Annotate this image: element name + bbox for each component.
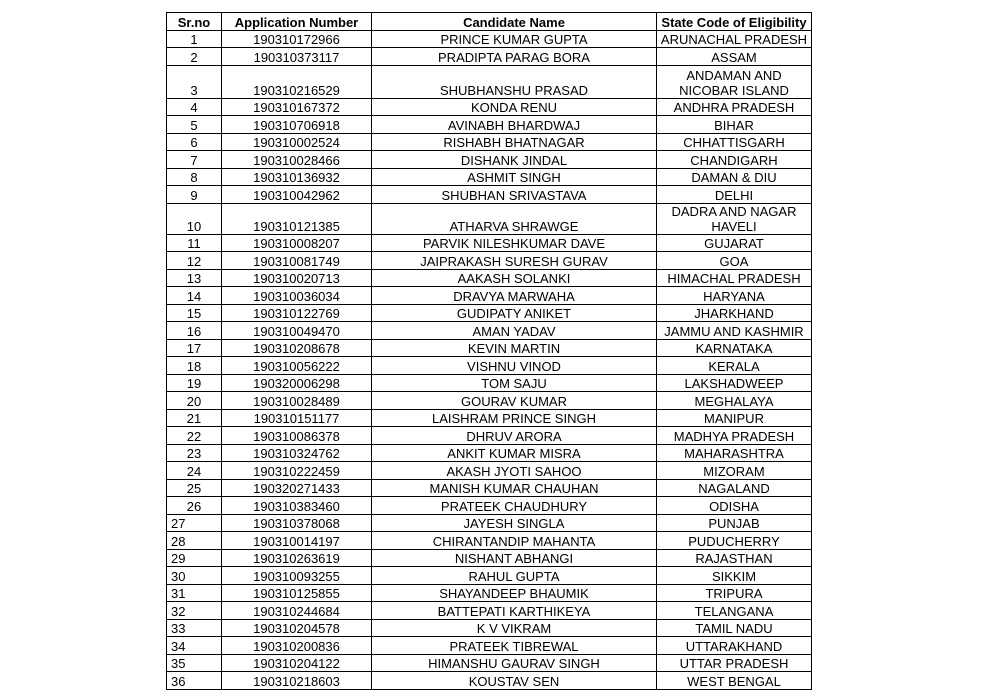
cell-state-code: RAJASTHAN <box>657 549 812 567</box>
table-row <box>167 133 812 151</box>
table-row <box>167 234 812 252</box>
cell-candidate-name: RISHABH BHATNAGAR <box>372 133 657 151</box>
table-row <box>167 116 812 134</box>
table-header-row <box>167 13 812 31</box>
cell-candidate-name: NISHANT ABHANGI <box>372 549 657 567</box>
table-row <box>167 357 812 375</box>
cell-candidate-name: TOM SAJU <box>372 374 657 392</box>
cell-candidate-name: AKASH JYOTI SAHOO <box>372 462 657 480</box>
cell-state-code: ARUNACHAL PRADESH <box>657 30 812 48</box>
cell-application-number: 190310373117 <box>222 48 372 66</box>
header-sr-no: Sr.no <box>167 13 222 31</box>
cell-sr-no: 23 <box>167 444 222 462</box>
table-row <box>167 322 812 340</box>
cell-state-code: PUNJAB <box>657 514 812 532</box>
cell-application-number: 190310136932 <box>222 168 372 186</box>
cell-sr-no: 3 <box>167 65 222 98</box>
cell-sr-no: 11 <box>167 234 222 252</box>
cell-application-number: 190310204578 <box>222 619 372 637</box>
cell-sr-no: 16 <box>167 322 222 340</box>
cell-application-number: 190310028466 <box>222 151 372 169</box>
cell-application-number: 190310167372 <box>222 98 372 116</box>
cell-state-code: SIKKIM <box>657 567 812 585</box>
table-row <box>167 654 812 672</box>
cell-state-code: CHHATTISGARH <box>657 133 812 151</box>
cell-application-number: 190310218603 <box>222 672 372 690</box>
cell-candidate-name: LAISHRAM PRINCE SINGH <box>372 409 657 427</box>
cell-state-code: JAMMU AND KASHMIR <box>657 322 812 340</box>
cell-sr-no: 17 <box>167 339 222 357</box>
cell-sr-no: 12 <box>167 252 222 270</box>
cell-application-number: 190310056222 <box>222 357 372 375</box>
table-row <box>167 269 812 287</box>
table-row <box>167 444 812 462</box>
cell-state-code: MANIPUR <box>657 409 812 427</box>
cell-application-number: 190310263619 <box>222 549 372 567</box>
cell-state-code: ASSAM <box>657 48 812 66</box>
cell-candidate-name: PARVIK NILESHKUMAR DAVE <box>372 234 657 252</box>
cell-sr-no: 9 <box>167 186 222 204</box>
cell-candidate-name: SHUBHAN SRIVASTAVA <box>372 186 657 204</box>
cell-application-number: 190320006298 <box>222 374 372 392</box>
cell-application-number: 190310014197 <box>222 532 372 550</box>
table-row <box>167 514 812 532</box>
cell-state-code: MEGHALAYA <box>657 392 812 410</box>
cell-state-code: UTTARAKHAND <box>657 637 812 655</box>
cell-sr-no: 29 <box>167 549 222 567</box>
cell-state-code: DELHI <box>657 186 812 204</box>
table-row <box>167 462 812 480</box>
cell-sr-no: 28 <box>167 532 222 550</box>
cell-state-code: HIMACHAL PRADESH <box>657 269 812 287</box>
cell-sr-no: 35 <box>167 654 222 672</box>
cell-application-number: 190310028489 <box>222 392 372 410</box>
cell-candidate-name: RAHUL GUPTA <box>372 567 657 585</box>
cell-application-number: 190310081749 <box>222 252 372 270</box>
cell-sr-no: 32 <box>167 602 222 620</box>
cell-state-code: BIHAR <box>657 116 812 134</box>
cell-sr-no: 5 <box>167 116 222 134</box>
cell-sr-no: 25 <box>167 479 222 497</box>
cell-candidate-name: AVINABH BHARDWAJ <box>372 116 657 134</box>
cell-sr-no: 7 <box>167 151 222 169</box>
cell-candidate-name: ANKIT KUMAR MISRA <box>372 444 657 462</box>
table-row <box>167 549 812 567</box>
cell-sr-no: 21 <box>167 409 222 427</box>
cell-application-number: 190310216529 <box>222 65 372 98</box>
eligibility-list-sheet <box>166 12 811 690</box>
cell-state-code: UTTAR PRADESH <box>657 654 812 672</box>
cell-candidate-name: GUDIPATY ANIKET <box>372 304 657 322</box>
cell-sr-no: 1 <box>167 30 222 48</box>
cell-sr-no: 19 <box>167 374 222 392</box>
cell-sr-no: 30 <box>167 567 222 585</box>
cell-application-number: 190310002524 <box>222 133 372 151</box>
cell-application-number: 190310125855 <box>222 584 372 602</box>
table-row <box>167 392 812 410</box>
cell-sr-no: 18 <box>167 357 222 375</box>
header-candidate-name: Candidate Name <box>372 13 657 31</box>
cell-state-code: CHANDIGARH <box>657 151 812 169</box>
cell-state-code: LAKSHADWEEP <box>657 374 812 392</box>
cell-state-code: TELANGANA <box>657 602 812 620</box>
table-row <box>167 252 812 270</box>
table-row <box>167 65 812 98</box>
table-row <box>167 672 812 690</box>
cell-sr-no: 8 <box>167 168 222 186</box>
table-row <box>167 304 812 322</box>
cell-candidate-name: BATTEPATI KARTHIKEYA <box>372 602 657 620</box>
cell-sr-no: 26 <box>167 497 222 515</box>
cell-state-code: TRIPURA <box>657 584 812 602</box>
cell-application-number: 190310008207 <box>222 234 372 252</box>
cell-state-code: PUDUCHERRY <box>657 532 812 550</box>
cell-candidate-name: PRATEEK TIBREWAL <box>372 637 657 655</box>
cell-candidate-name: ATHARVA SHRAWGE <box>372 203 657 234</box>
cell-application-number: 190320271433 <box>222 479 372 497</box>
cell-sr-no: 10 <box>167 203 222 234</box>
cell-sr-no: 34 <box>167 637 222 655</box>
cell-candidate-name: HIMANSHU GAURAV SINGH <box>372 654 657 672</box>
table-row <box>167 409 812 427</box>
cell-sr-no: 22 <box>167 427 222 445</box>
cell-state-code: DAMAN & DIU <box>657 168 812 186</box>
cell-state-code: WEST BENGAL <box>657 672 812 690</box>
cell-candidate-name: SHAYANDEEP BHAUMIK <box>372 584 657 602</box>
cell-candidate-name: DRAVYA MARWAHA <box>372 287 657 305</box>
table-row <box>167 602 812 620</box>
cell-sr-no: 14 <box>167 287 222 305</box>
cell-candidate-name: GOURAV KUMAR <box>372 392 657 410</box>
cell-sr-no: 33 <box>167 619 222 637</box>
cell-state-code: ODISHA <box>657 497 812 515</box>
cell-sr-no: 24 <box>167 462 222 480</box>
cell-state-code: MIZORAM <box>657 462 812 480</box>
table-row <box>167 637 812 655</box>
cell-sr-no: 4 <box>167 98 222 116</box>
cell-application-number: 190310122769 <box>222 304 372 322</box>
table-row <box>167 497 812 515</box>
table-row <box>167 98 812 116</box>
table-row <box>167 186 812 204</box>
cell-candidate-name: SHUBHANSHU PRASAD <box>372 65 657 98</box>
cell-candidate-name: PRATEEK CHAUDHURY <box>372 497 657 515</box>
table-row <box>167 339 812 357</box>
table-row <box>167 48 812 66</box>
cell-sr-no: 20 <box>167 392 222 410</box>
cell-candidate-name: AMAN YADAV <box>372 322 657 340</box>
cell-candidate-name: AAKASH SOLANKI <box>372 269 657 287</box>
cell-application-number: 190310222459 <box>222 462 372 480</box>
cell-state-code: MAHARASHTRA <box>657 444 812 462</box>
cell-state-code: HARYANA <box>657 287 812 305</box>
header-application-number: Application Number <box>222 13 372 31</box>
cell-application-number: 190310706918 <box>222 116 372 134</box>
header-state-code: State Code of Eligibility <box>657 13 812 31</box>
cell-application-number: 190310244684 <box>222 602 372 620</box>
cell-state-code: JHARKHAND <box>657 304 812 322</box>
cell-sr-no: 31 <box>167 584 222 602</box>
table-row <box>167 168 812 186</box>
cell-candidate-name: JAIPRAKASH SURESH GURAV <box>372 252 657 270</box>
table-row <box>167 427 812 445</box>
cell-state-code: NAGALAND <box>657 479 812 497</box>
cell-application-number: 190310383460 <box>222 497 372 515</box>
cell-application-number: 190310204122 <box>222 654 372 672</box>
cell-candidate-name: PRADIPTA PARAG BORA <box>372 48 657 66</box>
cell-candidate-name: KOUSTAV SEN <box>372 672 657 690</box>
cell-sr-no: 13 <box>167 269 222 287</box>
cell-candidate-name: K V VIKRAM <box>372 619 657 637</box>
cell-candidate-name: JAYESH SINGLA <box>372 514 657 532</box>
cell-state-code: GUJARAT <box>657 234 812 252</box>
table-row <box>167 619 812 637</box>
cell-application-number: 190310086378 <box>222 427 372 445</box>
cell-sr-no: 27 <box>167 514 222 532</box>
table-row <box>167 532 812 550</box>
table-row <box>167 30 812 48</box>
cell-application-number: 190310049470 <box>222 322 372 340</box>
cell-sr-no: 36 <box>167 672 222 690</box>
table-row <box>167 584 812 602</box>
table-row <box>167 151 812 169</box>
cell-application-number: 190310093255 <box>222 567 372 585</box>
cell-state-code: DADRA AND NAGAR HAVELI <box>657 203 812 234</box>
candidate-table <box>166 12 812 690</box>
cell-sr-no: 15 <box>167 304 222 322</box>
cell-application-number: 190310042962 <box>222 186 372 204</box>
cell-application-number: 190310172966 <box>222 30 372 48</box>
cell-state-code: GOA <box>657 252 812 270</box>
cell-candidate-name: DHRUV ARORA <box>372 427 657 445</box>
cell-sr-no: 6 <box>167 133 222 151</box>
cell-state-code: TAMIL NADU <box>657 619 812 637</box>
table-row <box>167 374 812 392</box>
cell-application-number: 190310208678 <box>222 339 372 357</box>
cell-state-code: KERALA <box>657 357 812 375</box>
cell-candidate-name: ASHMIT SINGH <box>372 168 657 186</box>
cell-state-code: KARNATAKA <box>657 339 812 357</box>
cell-candidate-name: CHIRANTANDIP MAHANTA <box>372 532 657 550</box>
cell-candidate-name: MANISH KUMAR CHAUHAN <box>372 479 657 497</box>
table-body <box>167 30 812 689</box>
cell-candidate-name: KONDA RENU <box>372 98 657 116</box>
table-row <box>167 203 812 234</box>
cell-application-number: 190310036034 <box>222 287 372 305</box>
cell-candidate-name: PRINCE KUMAR GUPTA <box>372 30 657 48</box>
cell-state-code: ANDHRA PRADESH <box>657 98 812 116</box>
cell-sr-no: 2 <box>167 48 222 66</box>
table-row <box>167 567 812 585</box>
cell-candidate-name: KEVIN MARTIN <box>372 339 657 357</box>
cell-candidate-name: VISHNU VINOD <box>372 357 657 375</box>
table-row <box>167 287 812 305</box>
cell-state-code: ANDAMAN AND NICOBAR ISLAND <box>657 65 812 98</box>
cell-application-number: 190310378068 <box>222 514 372 532</box>
cell-application-number: 190310020713 <box>222 269 372 287</box>
table-row <box>167 479 812 497</box>
cell-application-number: 190310121385 <box>222 203 372 234</box>
cell-candidate-name: DISHANK JINDAL <box>372 151 657 169</box>
cell-application-number: 190310200836 <box>222 637 372 655</box>
cell-application-number: 190310324762 <box>222 444 372 462</box>
cell-state-code: MADHYA PRADESH <box>657 427 812 445</box>
cell-application-number: 190310151177 <box>222 409 372 427</box>
